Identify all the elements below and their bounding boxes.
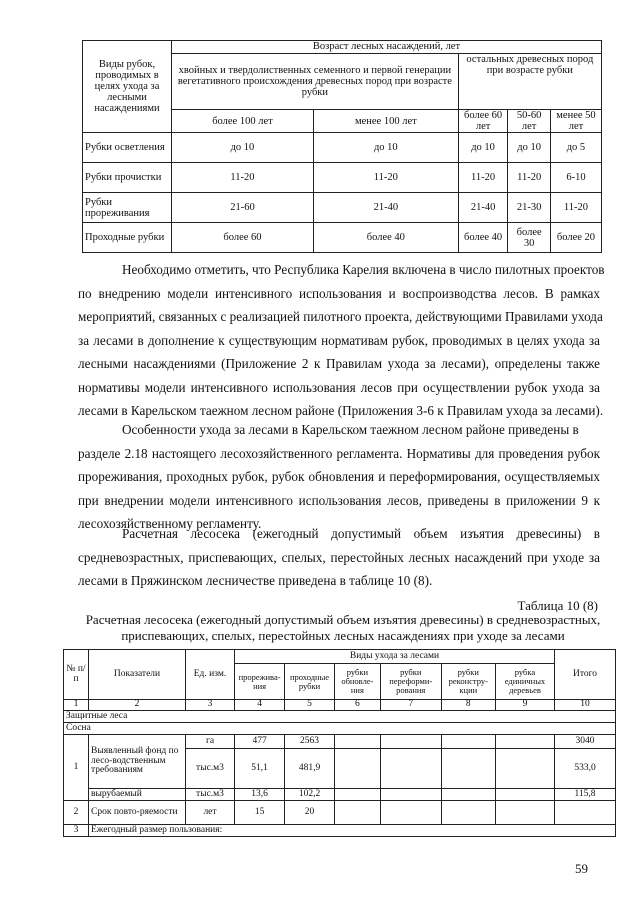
t1-cell: более 30	[508, 223, 550, 253]
table-title-line: Расчетная лесосека (ежегодный допустимый объем изъятия древесины) в средневозрастных,	[85, 612, 601, 627]
t2-total: 115,8	[555, 789, 616, 801]
t2-cell	[380, 749, 441, 789]
t1-age-col: более 60 лет	[458, 110, 508, 133]
t2-row-num: 2	[64, 801, 89, 825]
t1-subgroup-conifer: хвойных и твердолиственных семенного и первой генерации вегетативного происхождения древесных пород при возрасте рубки	[172, 54, 459, 110]
t2-cell	[495, 789, 554, 801]
t2-cell: 20	[285, 801, 335, 825]
t1-cell: до 5	[550, 133, 601, 163]
t2-section-protective: Защитные леса	[64, 711, 616, 723]
t1-cell: более 40	[458, 223, 508, 253]
t2-cell: 13,6	[235, 789, 285, 801]
text-line: за лесами в дополнение к существующим нормативам рубок, проводимых в целях ухода за	[78, 332, 600, 348]
text-line: Особенности ухода за лесами в Карельском таежном лесном районе приведены в	[122, 422, 579, 437]
table-row	[83, 223, 602, 253]
t2-colnum: 10	[555, 700, 616, 711]
t2-colnum: 9	[495, 700, 554, 711]
t2-colnum: 3	[186, 700, 235, 711]
t1-header-cut-types: Виды рубок, проводимых в целях ухода за лесными насаждениями	[83, 41, 172, 133]
t2-colnum: 8	[441, 700, 495, 711]
t2-row-num: 3	[64, 825, 89, 837]
text-line: Необходимо отметить, что Республика Карелия включена в число пилотных проектов	[122, 262, 605, 277]
t2-total: 3040	[555, 735, 616, 749]
page-number: 59	[575, 861, 588, 876]
t2-cell	[334, 735, 380, 749]
t1-cell: 21-40	[458, 193, 508, 223]
t2-row-label: Срок повто-ряемости	[89, 801, 186, 825]
t1-cell: до 10	[458, 133, 508, 163]
t2-colnum: 2	[89, 700, 186, 711]
t2-header-total: Итого	[555, 650, 616, 700]
t2-type-passage: проходные рубки	[285, 664, 335, 700]
t2-header-unit: Ед. изм.	[186, 650, 235, 700]
t2-cell	[380, 789, 441, 801]
t2-unit: тыс.м3	[186, 789, 235, 801]
t1-cell: до 10	[172, 133, 314, 163]
t1-header-age: Возраст лесных насаждений, лет	[172, 41, 602, 54]
t1-cell: до 10	[313, 133, 458, 163]
t2-type-reformation: рубки переформи-рования	[380, 664, 441, 700]
table-title-line: приспевающих, спелых, перестойных лесных насаждениях при уходе за лесами	[121, 628, 565, 643]
table-row	[64, 801, 616, 825]
t2-header-care-types: Виды ухода за лесами	[235, 650, 555, 664]
t2-total: 533,0	[555, 749, 616, 789]
t2-cell: 102,2	[285, 789, 335, 801]
t1-row-name: Проходные рубки	[83, 223, 172, 253]
t2-cell	[495, 801, 554, 825]
t2-cell: 51,1	[235, 749, 285, 789]
text-line: мероприятий, связанных с реализацией пилотного проекта, действующими Правилами ухода	[78, 309, 603, 324]
t2-cell	[441, 789, 495, 801]
t2-header-num: № п/ п	[64, 650, 89, 700]
t2-colnums-row	[64, 700, 616, 711]
t1-cell: до 10	[508, 133, 550, 163]
text-line: лесами в Карельском таежном лесном районе (Приложения 3-6 к Правилам ухода за лесами).	[78, 403, 604, 418]
text-line: при внедрении модели интенсивного использования лесов, приведены в приложении 9 к	[78, 492, 600, 508]
table-number: Таблица 10 (8)	[517, 598, 598, 613]
t2-cell: 15	[235, 801, 285, 825]
text-line: лесными насаждениями (Приложение 2 к Правилам ухода за лесами), определены также	[78, 356, 600, 371]
t1-row-name: Рубки осветления	[83, 133, 172, 163]
table-row	[64, 789, 616, 801]
t2-cell	[495, 749, 554, 789]
t2-type-reconstruction: рубки реконстру-кции	[441, 664, 495, 700]
t2-cell	[334, 801, 380, 825]
t2-colnum: 1	[64, 700, 89, 711]
t1-age-col: менее 100 лет	[313, 110, 458, 133]
paragraph-pilot-project	[78, 258, 605, 423]
t1-cell: более 60	[172, 223, 314, 253]
t2-cell: 477	[235, 735, 285, 749]
t2-cell	[441, 749, 495, 789]
t1-subgroup-other: остальных древесных пород при возрасте рубки	[458, 54, 601, 110]
t1-cell: 11-20	[313, 163, 458, 193]
t1-cell: 6-10	[550, 163, 601, 193]
text-line: средневозрастных, приспевающих, спелых, перестойных лесных насаждений при уходе за	[78, 549, 600, 565]
t2-cell	[441, 801, 495, 825]
table-row	[83, 133, 602, 163]
table-title	[70, 612, 616, 644]
t2-unit: тыс.м3	[186, 749, 235, 789]
t1-cell: 11-20	[458, 163, 508, 193]
t2-unit: лет	[186, 801, 235, 825]
table-row	[83, 163, 602, 193]
t2-cell	[380, 735, 441, 749]
t2-row-label: Ежегодный размер пользования:	[89, 825, 616, 837]
t2-cell	[334, 789, 380, 801]
t2-cell	[334, 749, 380, 789]
t2-cell: 481,9	[285, 749, 335, 789]
t2-colnum: 5	[285, 700, 335, 711]
t1-cell: 11-20	[550, 193, 601, 223]
paragraph-estimated-cutting	[78, 522, 600, 593]
text-line: Расчетная лесосека (ежегодный допустимый объем изъятия древесины) в	[122, 526, 600, 541]
t1-cell: 21-30	[508, 193, 550, 223]
t1-cell: 11-20	[172, 163, 314, 193]
t1-age-col: более 100 лет	[172, 110, 314, 133]
t2-cell	[495, 735, 554, 749]
text-line: лесохозяйственному регламенту.	[78, 516, 262, 531]
t2-type-renewal: рубки обновле-ния	[334, 664, 380, 700]
t2-species-pine: Сосна	[64, 723, 616, 735]
t1-cell: 21-40	[313, 193, 458, 223]
t2-colnum: 4	[235, 700, 285, 711]
t1-cell: более 20	[550, 223, 601, 253]
table-row	[64, 825, 616, 837]
text-line: нормативы модели интенсивного использования лесов при осуществлении рубок ухода за	[78, 379, 600, 395]
text-line: разделе 2.18 настоящего лесохозяйственного регламента. Нормативы для проведения рубок	[78, 445, 600, 461]
text-line: прореживания, проходных рубок, рубок обновления и переформирования, осуществляемых	[78, 469, 600, 484]
table-row	[64, 735, 616, 749]
t2-colnum: 6	[334, 700, 380, 711]
t1-cell: более 40	[313, 223, 458, 253]
t1-age-col: 50-60 лет	[508, 110, 550, 133]
t2-type-thinning: прорежива-ния	[235, 664, 285, 700]
t2-type-single-trees: рубка единичных деревьев	[495, 664, 554, 700]
table-row	[83, 193, 602, 223]
t2-total	[555, 801, 616, 825]
text-line: лесами в Пряжинском лесничестве приведена в таблице 10 (8).	[78, 573, 433, 588]
t1-cell: 21-60	[172, 193, 314, 223]
cutting-age-table	[82, 40, 602, 253]
t1-cell: 11-20	[508, 163, 550, 193]
t2-row-num: 1	[64, 735, 89, 801]
paragraph-features	[78, 418, 600, 536]
t2-header-indicator: Показатели	[89, 650, 186, 700]
t1-age-col: менее 50 лет	[550, 110, 601, 133]
t1-row-name: Рубки прореживания	[83, 193, 172, 223]
t2-cell: 2563	[285, 735, 335, 749]
t2-row-label: вырубаемый	[89, 789, 186, 801]
t2-row-label: Выявленный фонд по лесо-водственным требованиям	[89, 735, 186, 789]
text-line: по внедрению модели интенсивного использования и воспроизводства лесов. В рамках	[78, 285, 600, 301]
t1-row-name: Рубки прочистки	[83, 163, 172, 193]
t2-unit: га	[186, 735, 235, 749]
t2-colnum: 7	[380, 700, 441, 711]
t2-cell	[441, 735, 495, 749]
t2-cell	[380, 801, 441, 825]
estimated-cutting-table	[63, 649, 616, 837]
